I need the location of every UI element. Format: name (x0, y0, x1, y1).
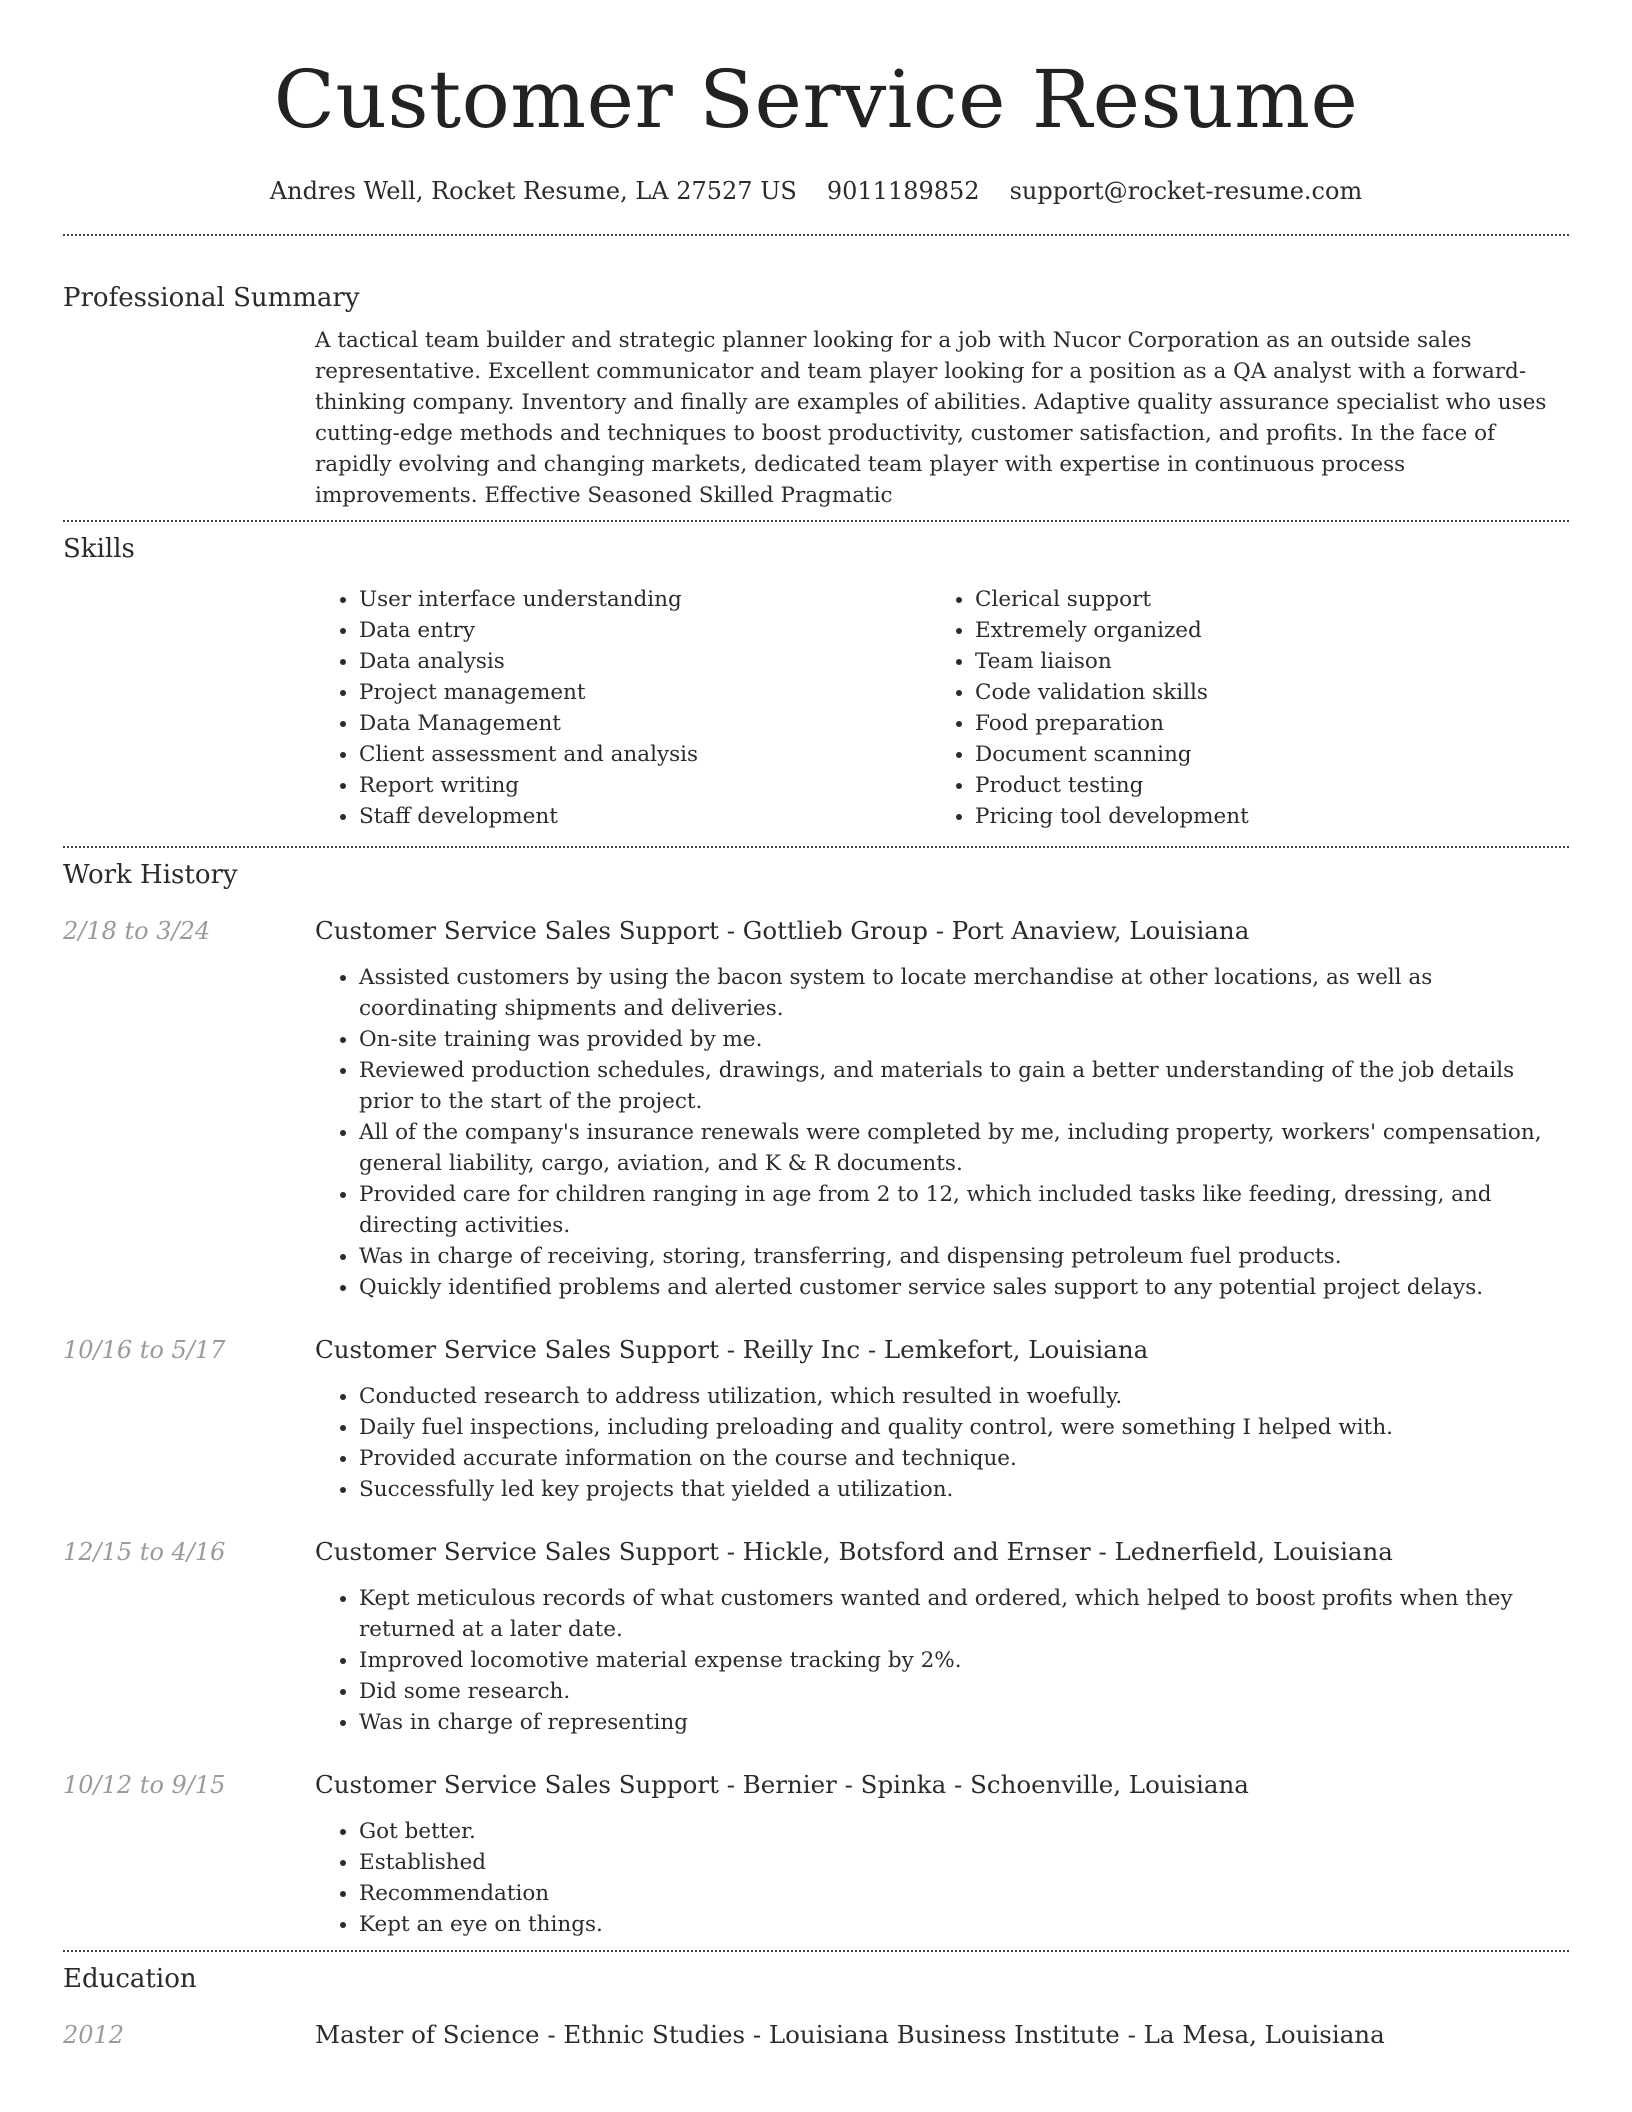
job-bullets (315, 1583, 1569, 1738)
job-entry (63, 1535, 1569, 1738)
skills-columns (315, 584, 1569, 832)
job-bullet: • Provided accurate information on the course and technique. (359, 1443, 1569, 1474)
job-bullet: • Conducted research to address utilization, which resulted in woefully. (359, 1381, 1569, 1412)
resume-page (63, 0, 1569, 2052)
section-title-summary: Professional Summary (63, 283, 360, 313)
job-bullet: • Kept meticulous records of what customers wanted and ordered, which helped to boost profits when they returned at a later date. (359, 1583, 1569, 1645)
contact-address: Andres Well, Rocket Resume, LA 27527 US (269, 177, 797, 205)
job-bullet: • Was in charge of representing (359, 1707, 1569, 1738)
job-entry (63, 1333, 1569, 1505)
skill-item: • Project management (359, 677, 931, 708)
skill-item: • Product testing (975, 770, 1547, 801)
job-entry (63, 1768, 1569, 1940)
job-date: 10/16 to 5/17 (63, 1336, 226, 1364)
job-bullet: • All of the company's insurance renewals were completed by me, including property, workers' compensation, general liability, cargo, aviation, and K & R documents. (359, 1117, 1569, 1179)
job-bullet: • Established (359, 1847, 1569, 1878)
skill-item: • Data entry (359, 615, 931, 646)
education-entry (63, 2018, 1569, 2052)
divider (63, 846, 1569, 848)
education-title: Master of Science - Ethnic Studies - Louisiana Business Institute - La Mesa, Louisiana (315, 2020, 1385, 2049)
education-date: 2012 (63, 2021, 125, 2049)
skill-item: • Extremely organized (975, 615, 1547, 646)
skill-item: • Clerical support (975, 584, 1547, 615)
job-bullet: • Assisted customers by using the bacon system to locate merchandise at other locations, as well as coordinating shipments and deliveries. (359, 962, 1569, 1024)
job-bullet: • Provided care for children ranging in age from 2 to 12, which included tasks like feeding, dressing, and directing activities. (359, 1179, 1569, 1241)
job-bullet: • Daily fuel inspections, including preloading and quality control, were something I helped with. (359, 1412, 1569, 1443)
divider (63, 1950, 1569, 1952)
section-title-work: Work History (63, 860, 238, 890)
contact-email[interactable]: support@rocket-resume.com (1009, 177, 1363, 205)
skill-item: • User interface understanding (359, 584, 931, 615)
job-title: Customer Service Sales Support - Reilly Inc - Lemkefort, Louisiana (315, 1335, 1149, 1364)
job-bullet: • On-site training was provided by me. (359, 1024, 1569, 1055)
job-bullets (315, 1816, 1569, 1940)
job-title: Customer Service Sales Support - Bernier - Spinka - Schoenville, Louisiana (315, 1770, 1249, 1799)
skill-item: • Food preparation (975, 708, 1547, 739)
section-title-skills: Skills (63, 534, 135, 564)
skill-item: • Data analysis (359, 646, 931, 677)
job-bullets (315, 1381, 1569, 1505)
skill-item: • Staff development (359, 801, 931, 832)
job-bullet: • Quickly identified problems and alerted customer service sales support to any potential project delays. (359, 1272, 1569, 1303)
summary-text: A tactical team builder and strategic planner looking for a job with Nucor Corporation as an outside sales representative. Excellent communicator and team player looking for a position as a QA analyst with a forward-thinking company. Inventory and finally are examples of abilities. Adaptive quality assurance specialist who uses cutting-edge methods and techniques to boost productivity, customer satisfaction, and profits. In the face of rapidly evolving and changing markets, dedicated team player with expertise in continuous process improvements. Effective Seasoned Skilled Pragmatic (315, 328, 1547, 508)
job-entry (63, 914, 1569, 1303)
contact-line (63, 175, 1569, 207)
section-title-education: Education (63, 1964, 197, 1994)
skill-item: • Report writing (359, 770, 931, 801)
resume-title: Customer Service Resume (273, 53, 1359, 146)
skill-item: • Team liaison (975, 646, 1547, 677)
job-date: 10/12 to 9/15 (63, 1771, 226, 1799)
skill-item: • Code validation skills (975, 677, 1547, 708)
skills-list-right (931, 584, 1547, 832)
job-date: 2/18 to 3/24 (63, 917, 211, 945)
job-bullet: • Recommendation (359, 1878, 1569, 1909)
skills-list-left (315, 584, 931, 832)
divider (63, 234, 1569, 236)
skill-item: • Document scanning (975, 739, 1547, 770)
job-date: 12/15 to 4/16 (63, 1538, 226, 1566)
contact-phone: 9011189852 (826, 177, 980, 205)
job-bullet: • Improved locomotive material expense tracking by 2%. (359, 1645, 1569, 1676)
skill-item: • Pricing tool development (975, 801, 1547, 832)
job-title: Customer Service Sales Support - Hickle, Botsford and Ernser - Lednerfield, Louisiana (315, 1537, 1393, 1566)
job-bullet: • Kept an eye on things. (359, 1909, 1569, 1940)
job-bullet: • Successfully led key projects that yielded a utilization. (359, 1474, 1569, 1505)
divider (63, 520, 1569, 522)
skill-item: • Client assessment and analysis (359, 739, 931, 770)
job-bullet: • Did some research. (359, 1676, 1569, 1707)
job-title: Customer Service Sales Support - Gottlieb Group - Port Anaview, Louisiana (315, 916, 1250, 945)
skill-item: • Data Management (359, 708, 931, 739)
job-bullet: • Was in charge of receiving, storing, transferring, and dispensing petroleum fuel products. (359, 1241, 1569, 1272)
job-bullet: • Reviewed production schedules, drawings, and materials to gain a better understanding of the job details prior to the start of the project. (359, 1055, 1569, 1117)
job-bullets (315, 962, 1569, 1303)
job-bullet: • Got better. (359, 1816, 1569, 1847)
